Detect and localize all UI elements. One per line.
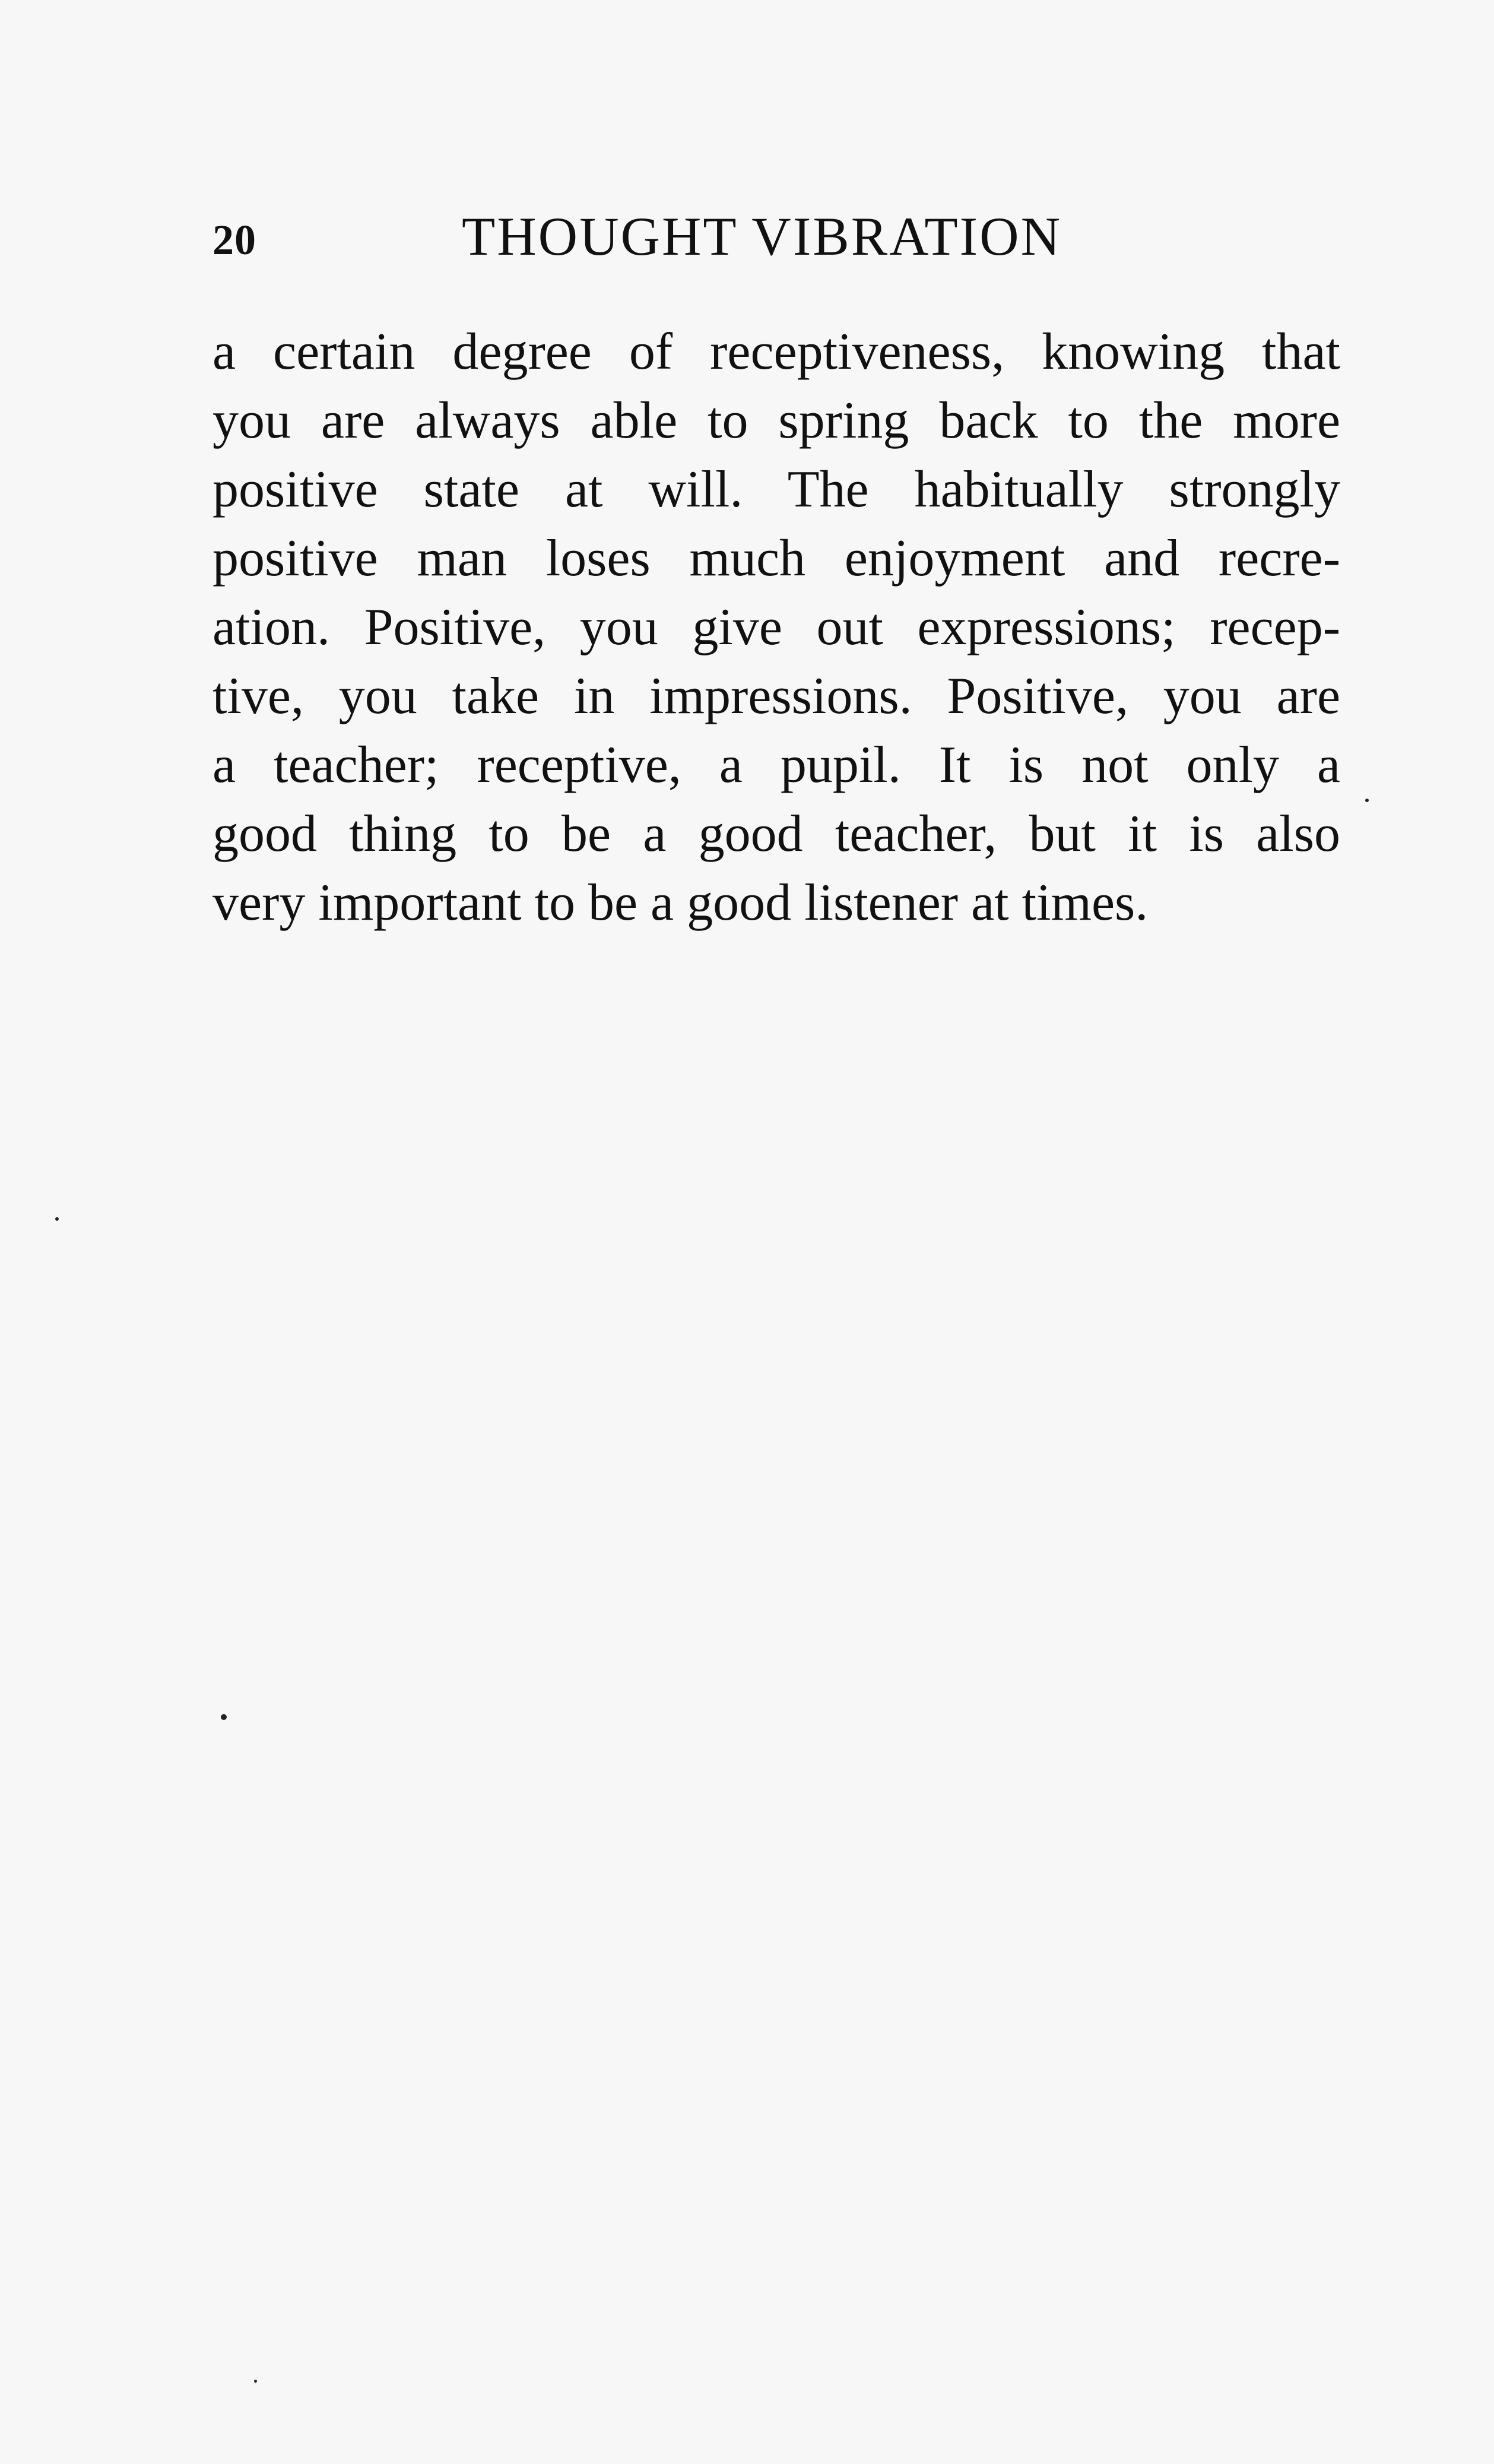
- scan-speck: [254, 2380, 257, 2383]
- scan-speck: [221, 1714, 227, 1720]
- text-line: a certain degree of receptiveness, knowing that: [212, 323, 1340, 381]
- running-title: THOUGHT VIBRATION: [462, 206, 1062, 267]
- scan-speck: [55, 1217, 59, 1221]
- text-line: ation. Positive, you give out expressions; recep-: [212, 598, 1340, 656]
- text-line: very important to be a good listener at times.: [212, 874, 1149, 932]
- page-number: 20: [212, 216, 256, 264]
- text-line: you are always able to spring back to the more: [212, 392, 1340, 449]
- text-line: tive, you take in impressions. Positive, you are: [212, 667, 1340, 725]
- scan-speck: [1365, 799, 1369, 802]
- text-line: positive state at will. The habitually strongly: [212, 461, 1340, 518]
- text-line: a teacher; receptive, a pupil. It is not only a: [212, 736, 1340, 794]
- text-line: good thing to be a good teacher, but it is also: [212, 805, 1340, 863]
- text-line: positive man loses much enjoyment and recre-: [212, 530, 1340, 587]
- body-paragraph: [212, 318, 1340, 938]
- running-head: [212, 205, 1340, 276]
